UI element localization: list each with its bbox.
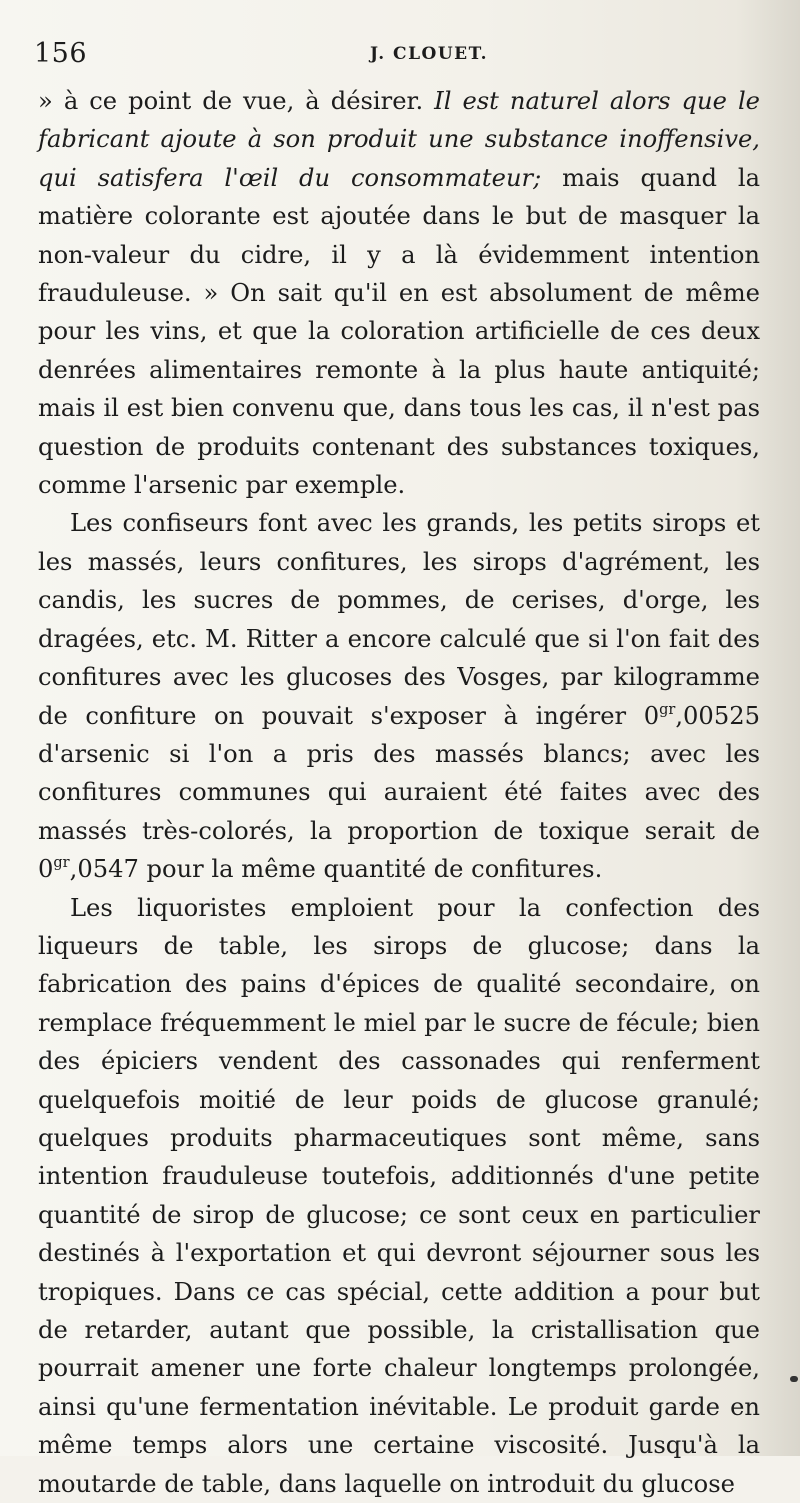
unit-superscript: gr xyxy=(659,701,676,718)
paragraph xyxy=(38,82,760,504)
text-segment: Les confiseurs font avec les grands, les petits sirops et les massés, leurs confitures, les sirops d'agrément, les candis, les sucres de pommes, de cerises, d'orge, les dragées, etc. M. Ritter a encore calculé que si l'on fait des confitures avec les glucoses des Vosges, par kilogramme de confiture on pouvait s'exposer à ingérer 0 xyxy=(38,509,760,730)
italic-quote: Il est naturel alors que le fabricant ajoute à son produit une substance inoffensive, qui satisfera l'œil du consommateur; xyxy=(38,87,760,192)
running-head: J. CLOUET. xyxy=(370,44,489,64)
unit-superscript: gr xyxy=(53,854,70,871)
page-header xyxy=(34,38,760,72)
ink-speck xyxy=(790,1376,798,1382)
text-segment: ,0547 pour la même quantité de confitures. xyxy=(69,855,603,884)
body-text xyxy=(38,82,760,1503)
text-segment: ,00525 d'arsenic si l'on a pris des massés blancs; avec les confitures communes qui auraient été faites avec des massés très-colorés, la proportion de toxique serait de 0 xyxy=(38,701,760,884)
page-number: 156 xyxy=(34,38,88,69)
text-segment: » à ce point de vue, à désirer. xyxy=(38,87,435,115)
paragraph xyxy=(38,889,760,1503)
paragraph xyxy=(38,504,760,888)
text-segment: Les liquoristes emploient pour la confection des liqueurs de table, les sirops de glucose; dans la fabrication des pains d'épices de qualité secondaire, on remplace fréquemment le miel par le sucre de fécule; bien des épiciers vendent des cassonades qui renferment quelquefois moitié de leur poids de glucose granulé; quelques produits pharmaceutiques sont même, sans intention frauduleuse toutefois, additionnés d'une petite quantité de sirop de glucose; ce sont ceux en particulier destinés à l'exportation et qui devront séjourner sous les tropiques. Dans ce cas spécial, cette addition a pour but de retarder, autant que possible, la cristallisation que pourrait amener une forte chaleur longtemps prolongée, ainsi qu'une fermentation inévitable. Le produit garde en même temps alors une certaine viscosité. Jusqu'à la moutarde de table, dans laquelle on introduit du glucose xyxy=(38,893,760,1498)
text-segment: mais quand la matière colorante est ajoutée dans le but de masquer la non-valeur du cidre, il y a là évidemment intention frauduleuse. » On sait qu'il en est absolument de même pour les vins, et que la coloration artificielle de ces deux denrées alimentaires remonte à la plus haute antiquité; mais il est bien convenu que, dans tous les cas, il n'est pas question de produits contenant des substances toxiques, comme l'arsenic par exemple. xyxy=(38,163,760,500)
